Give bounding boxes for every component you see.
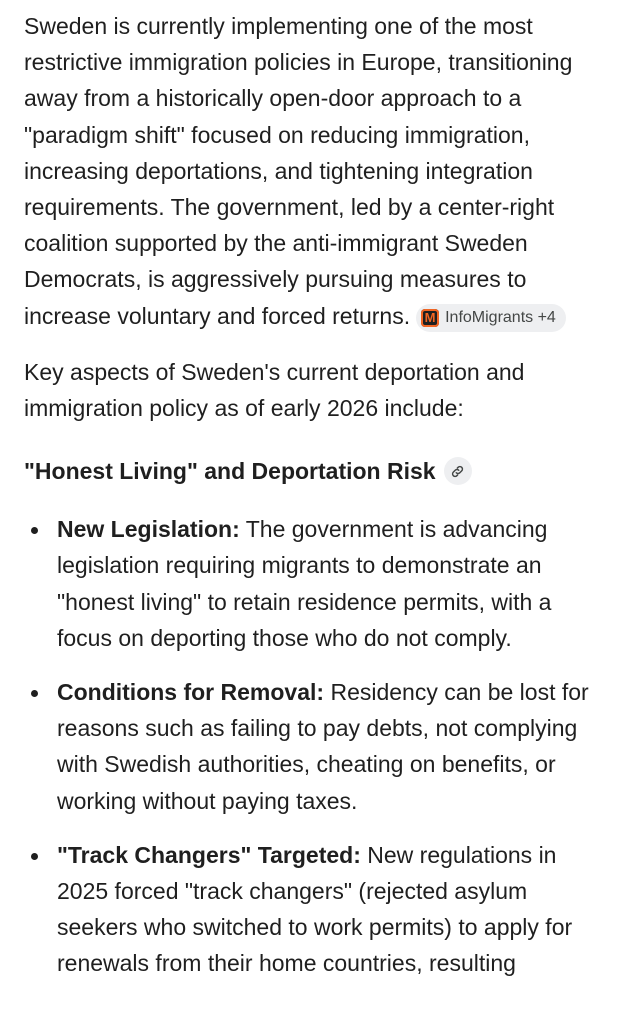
key-aspects-paragraph: Key aspects of Sweden's current deportation and immigration policy as of early 2026 include: xyxy=(24,358,525,422)
section-heading xyxy=(24,453,599,489)
list-item xyxy=(24,837,599,982)
list-item xyxy=(24,511,599,656)
intro-text: Sweden is currently implementing one of the most restrictive immigration policies in Europe, transitioning away from a historically open-door approach to a "paradigm shift" focused on reducing immigration, increasing deportations, and tightening integration requirements. The government, led by a center-right coalition supported by the anti-immigrant Sweden Democrats, is aggressively pursuing measures to increase voluntary and forced returns. xyxy=(24,13,573,329)
intro-paragraph xyxy=(24,8,599,334)
infomigrants-logo-icon: M xyxy=(421,309,439,327)
section-heading-text: "Honest Living" and Deportation Risk xyxy=(24,458,436,485)
bullet-title: "Track Changers" Targeted: xyxy=(57,841,361,868)
source-chip-label: InfoMigrants +4 xyxy=(445,308,556,326)
response-content xyxy=(24,8,599,1000)
bullet-text: Residency can be lost for reasons such as failing to pay debts, not complying with Swedish authorities, cheating on benefits, or working without paying taxes. xyxy=(57,679,589,814)
bullet-title: New Legislation: xyxy=(57,516,240,543)
list-item xyxy=(24,674,599,819)
source-chip-infomigrants[interactable] xyxy=(416,304,566,332)
bullet-list xyxy=(24,511,599,981)
bullet-text: The government is advancing legislation requiring migrants to demonstrate an "honest living" to retain residence permits, with a focus on deporting those who do not comply. xyxy=(57,516,552,651)
bullet-text: New regulations in 2025 forced "track changers" (rejected asylum seekers who switched to work permits) to apply for renewals from their home countries, resulting xyxy=(57,841,573,977)
link-icon[interactable] xyxy=(444,457,472,485)
bullet-title: Conditions for Removal: xyxy=(57,679,325,706)
